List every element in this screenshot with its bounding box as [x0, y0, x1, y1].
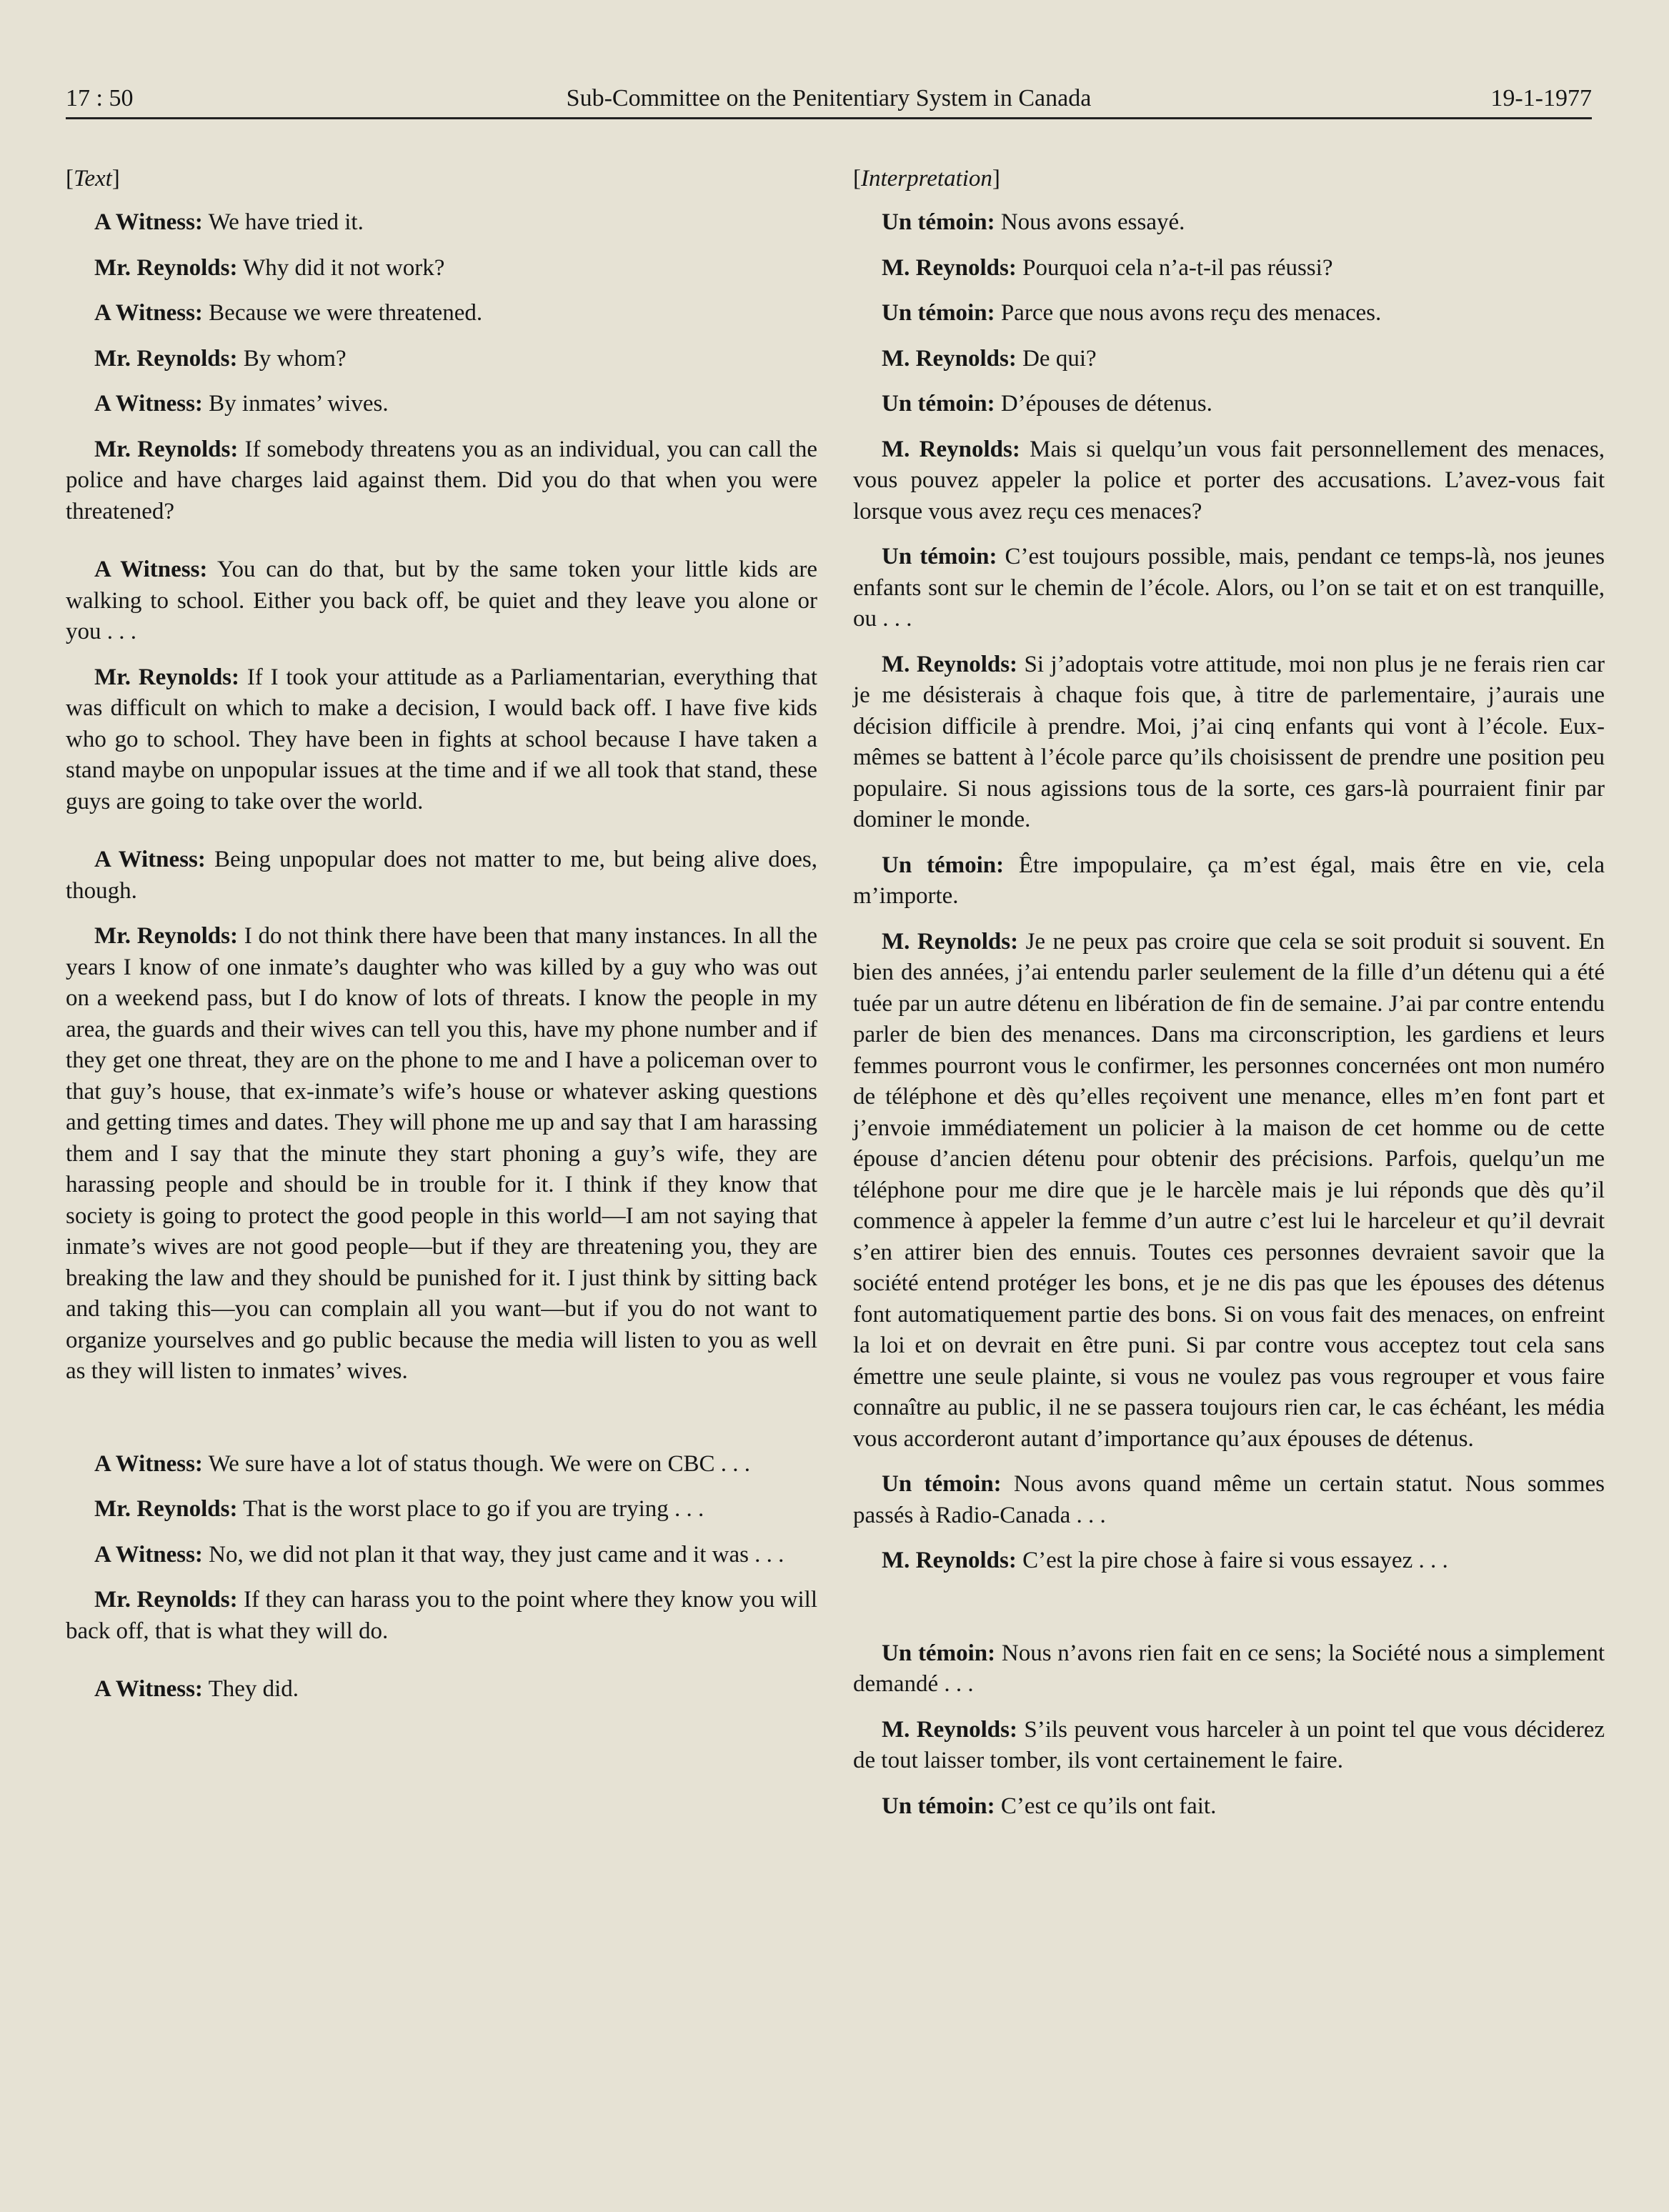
- speaker-name: A Witness:: [94, 391, 203, 417]
- speaker-name: Un témoin:: [882, 1793, 995, 1819]
- speaker-name: A Witness:: [94, 847, 206, 872]
- transcript-paragraph: [66, 298, 817, 329]
- speech-text: We have tried it.: [208, 209, 364, 235]
- speech-text: If somebody threatens you as an individual, you can call the police and have charges laid against them. Did you do that when you were threatened?: [66, 436, 818, 524]
- label-word: Interpretation: [861, 166, 992, 191]
- page-number: 17 : 50: [66, 85, 134, 111]
- speaker-name: Mr. Reynolds:: [94, 436, 239, 462]
- speech-text: I do not think there have been that many instances. In all the years I know of one inmate’s daughter who was killed by a guy who was out on a weekend pass, but I do know of lots of threats. I know the people in my area, the guards and their wives can tell you this, have my phone number and if they get one threat, they are on the phone to me and I have a policeman over to that guy’s house, that ex-inmate’s wife’s house or whatever asking questions and getting times and dates. They will phone me up and say that I am harassing them and I say that the minute they start phoning a guy’s wife, they are harassing people and should be in trouble for it. I think if they know that society is going to protect the good people in this world—I am not saying that inmate’s wives are not good people—but if they are threatening you, they are breaking the law and they should be punished for it. I just think by sitting back and taking this—you can complain all you want—but if you do not want to organize yourselves and go public because the media will listen to you as well as they will listen to inmates’ wives.: [66, 923, 817, 1384]
- speech-text: Mais si quelqu’un vous fait personnellement des menaces, vous pouvez appeler la police et porter des accusations. L’avez-vous fait lorsque vous avez reçu ces menaces?: [853, 436, 1605, 524]
- speech-text: You can do that, but by the same token your little kids are walking to school. Either you back off, be quiet and they leave you alone or you . . .: [66, 557, 818, 644]
- speaker-name: M. Reynolds:: [882, 1548, 1017, 1573]
- section-label-interpretation: [853, 163, 1605, 194]
- speaker-name: Mr. Reynolds:: [94, 664, 239, 690]
- transcript-paragraph: [853, 1791, 1605, 1823]
- speech-text: We sure have a lot of status though. We were on CBC . . .: [208, 1450, 750, 1477]
- speech-text: By whom?: [243, 345, 347, 372]
- transcript-paragraph: [66, 1585, 817, 1647]
- speaker-name: Un témoin:: [882, 300, 995, 326]
- speaker-name: A Witness:: [94, 557, 208, 582]
- page-header: [66, 77, 1592, 119]
- english-column: [66, 163, 817, 1720]
- transcript-paragraph: [853, 253, 1605, 284]
- speech-text: If I took your attitude as a Parliamentarian, everything that was difficult on which to make a decision, I would back off. I have five kids who go to school. They have been in fights at school because I have taken a stand maybe on unpopular issues at the time and if we all took that stand, these guys are going to take over the world.: [66, 664, 818, 814]
- speech-text: Je ne peux pas croire que cela se soit produit si souvent. En bien des années, j’ai entendu parler seulement de la fille d’un détenu qui a été tuée par un autre détenu en libération de fin de semaine. J’ai par contre entendu parler de bien des menances. Dans ma circonscription, les gardiens et leurs femmes pourront vous le confirmer, les personnes concernées ont mon numéro de téléphone et dès qu’elles reçoivent une menance, elles m’en font part et j’envoie immédiatement un policier à la maison de cet homme ou de cette épouse d’ancien détenu pour obtenir des précisions. Parfois, quelqu’un me téléphone pour me dire que je le harcèle mais je lui réponds que dès qu’il commence à appeler la femme d’un autre c’est lui le harceleur et qu’il devrait s’en attirer bien des ennuis. Toutes ces personnes devraient savoir que la société entend protéger les bons, et je ne dis pas que les épouses des détenus font automatiquement partie des bons. Si on vous fait des menaces, on enfreint la loi et on devrait en être puni. Si par contre vous acceptez tout cela sans émettre une seule plainte, si vous ne voulez pas vous regrouper et vous faire connaître au public, il ne se passera toujours rien car, le cas échéant, les média vous accorderont autant d’importance qu’aux épouses de détenus.: [853, 928, 1605, 1452]
- label-word: Text: [74, 166, 112, 191]
- speaker-name: Mr. Reynolds:: [94, 345, 238, 372]
- speech-text: Pourquoi cela n’a-t-il pas réussi?: [1022, 254, 1333, 281]
- speech-text: C’est la pire chose à faire si vous essayez . . .: [1022, 1548, 1448, 1573]
- speech-text: Nous avons essayé.: [1000, 209, 1185, 235]
- transcript-paragraph: [66, 845, 817, 907]
- speaker-name: Mr. Reynolds:: [94, 1496, 238, 1522]
- transcript-paragraph: [853, 542, 1605, 635]
- speech-text: De qui?: [1022, 345, 1097, 372]
- speaker-name: M. Reynolds:: [882, 651, 1018, 677]
- speaker-name: M. Reynolds:: [882, 928, 1019, 955]
- speaker-name: M. Reynolds:: [882, 436, 1020, 462]
- transcript-paragraph: [853, 298, 1605, 329]
- transcript-paragraph: [853, 434, 1605, 528]
- transcript-paragraph: [853, 344, 1605, 375]
- speaker-name: M. Reynolds:: [882, 254, 1017, 281]
- speech-text: D’épouses de détenus.: [1000, 391, 1212, 417]
- speech-text: C’est ce qu’ils ont fait.: [1000, 1793, 1217, 1819]
- speech-text: C’est toujours possible, mais, pendant ce temps-là, nos jeunes enfants sont sur le chemin de l’école. Alors, ou l’on se tait et on est tranquille, ou . . .: [853, 544, 1605, 632]
- french-column: [853, 163, 1605, 1836]
- section-label-text: [66, 163, 817, 194]
- transcript-paragraph: [853, 1545, 1605, 1577]
- speaker-name: Un témoin:: [882, 391, 995, 417]
- speaker-name: Un témoin:: [882, 1471, 1002, 1497]
- transcript-paragraph: [66, 1494, 817, 1525]
- transcript-paragraph: [66, 554, 817, 648]
- speech-text: That is the worst place to go if you are trying . . .: [243, 1496, 704, 1522]
- transcript-paragraph: [853, 649, 1605, 836]
- transcript-paragraph: [66, 1449, 817, 1480]
- speaker-name: M. Reynolds:: [882, 1716, 1017, 1743]
- transcript-paragraph: [66, 921, 817, 1388]
- speaker-name: Mr. Reynolds:: [94, 254, 238, 281]
- transcript-paragraph: [853, 389, 1605, 420]
- speech-text: Parce que nous avons reçu des menaces.: [1000, 300, 1382, 326]
- speech-text: They did.: [208, 1676, 299, 1702]
- speaker-name: Mr. Reynolds:: [94, 923, 238, 949]
- transcript-paragraph: [66, 344, 817, 375]
- label-bracket-open: [: [66, 166, 74, 191]
- label-bracket-close: ]: [111, 166, 120, 191]
- speech-text: If they can harass you to the point where they know you will back off, that is what they will do.: [66, 1587, 818, 1644]
- sitting-date: 19-1-1977: [1490, 85, 1592, 111]
- speaker-name: A Witness:: [94, 209, 203, 235]
- label-bracket-open: [: [853, 166, 861, 191]
- speaker-name: M. Reynolds:: [882, 345, 1017, 372]
- transcript-paragraph: [853, 1469, 1605, 1531]
- speech-text: Nous n’avons rien fait en ce sens; la Société nous a simplement demandé . . .: [853, 1640, 1605, 1697]
- transcript-paragraph: [66, 1540, 817, 1571]
- speech-text: Because we were threatened.: [209, 300, 483, 326]
- speech-text: Si j’adoptais votre attitude, moi non plus je ne ferais rien car je me désisterais à chaque fois que, à titre de parlementaire, j’aurais une décision difficile à prendre. Moi, j’ai cinq enfants qui vont à l’école. Eux-mêmes se battent à l’école parce qu’ils choisissent de prendre une position peu populaire. Si nous agissions tous de la sorte, ces gars-là pourraient finir par dominer le monde.: [853, 651, 1605, 832]
- speaker-name: Un témoin:: [882, 209, 995, 235]
- speech-text: No, we did not plan it that way, they just came and it was . . .: [209, 1541, 784, 1568]
- transcript-paragraph: [66, 207, 817, 239]
- running-title: Sub-Committee on the Penitentiary System in Canada: [566, 85, 1092, 111]
- speaker-name: Un témoin:: [882, 544, 997, 569]
- speech-text: Why did it not work?: [243, 254, 445, 281]
- speech-text: By inmates’ wives.: [209, 391, 389, 417]
- label-bracket-close: ]: [992, 166, 1000, 191]
- speaker-name: A Witness:: [94, 1450, 203, 1477]
- transcript-paragraph: [66, 253, 817, 284]
- transcript-paragraph: [66, 434, 817, 528]
- speaker-name: A Witness:: [94, 1541, 203, 1568]
- transcript-paragraph: [853, 927, 1605, 1455]
- speech-text: Nous avons quand même un certain statut. Nous sommes passés à Radio-Canada . . .: [853, 1471, 1605, 1528]
- transcript-paragraph: [66, 389, 817, 420]
- speech-text: Être impopulaire, ça m’est égal, mais être en vie, cela m’importe.: [853, 852, 1605, 909]
- transcript-paragraph: [853, 1715, 1605, 1777]
- speaker-name: Mr. Reynolds:: [94, 1587, 238, 1613]
- speaker-name: A Witness:: [94, 300, 203, 326]
- speaker-name: A Witness:: [94, 1676, 203, 1702]
- speech-text: Being unpopular does not matter to me, but being alive does, though.: [66, 847, 818, 904]
- transcript-paragraph: [853, 207, 1605, 239]
- transcript-paragraph: [66, 1674, 817, 1705]
- speaker-name: Un témoin:: [882, 852, 1005, 878]
- transcript-paragraph: [66, 662, 817, 818]
- speech-text: S’ils peuvent vous harceler à un point tel que vous déciderez de tout laisser tomber, ils vont certainement le faire.: [853, 1716, 1605, 1773]
- transcript-paragraph: [853, 1638, 1605, 1700]
- speaker-name: Un témoin:: [882, 1640, 996, 1666]
- transcript-paragraph: [853, 850, 1605, 912]
